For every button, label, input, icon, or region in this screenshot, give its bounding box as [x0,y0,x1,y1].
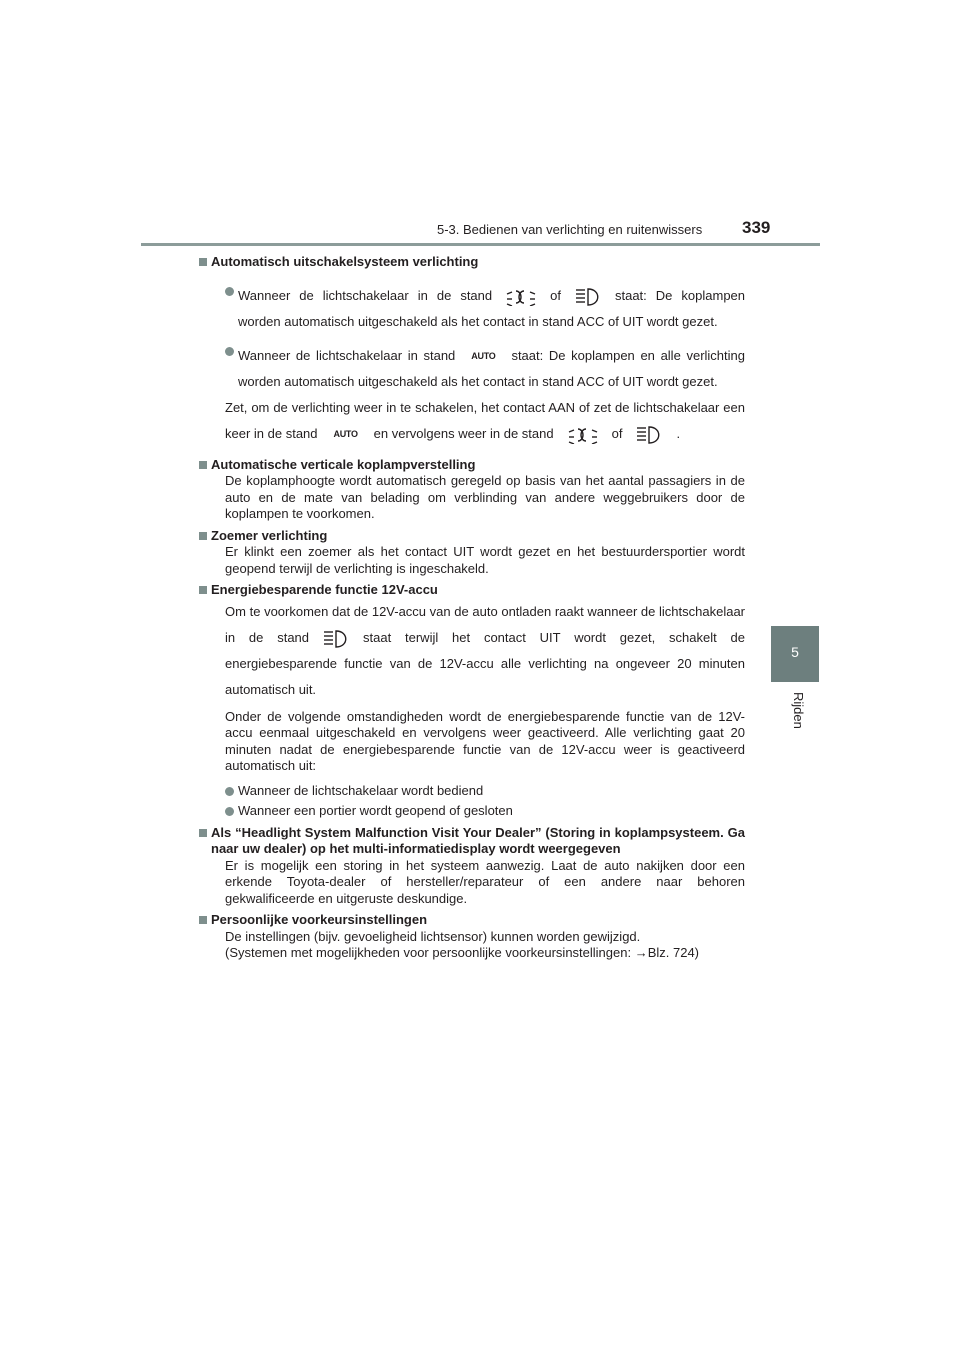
page-number: 339 [742,218,771,237]
paragraph: Er klinkt een zoemer als het contact UIT wordt gezet en het bestuurdersportier wordt geopend terwijl de verlichting is ingeschakeld. [225,544,745,576]
list-item: Wanneer de lichtschakelaar in de stand of staat: De koplampen worden automatisch uitgeschakeld als het contact in stand ACC of UIT wordt gezet. [211,283,745,335]
tail-light-switch-icon [506,288,536,306]
list-item: Wanneer een portier wordt geopend of gesloten [211,803,745,820]
chapter-number: 5 [791,644,799,660]
section-heading: Automatische verticale koplampverstelling [211,457,745,474]
tail-light-switch-icon [568,426,598,444]
list-item: Wanneer de lichtschakelaar in stand AUTO staat: De koplampen en alle verlichting worden automatisch uitgeschakeld als het contact in stand ACC of UIT wordt gezet. [211,343,745,395]
list-item: Wanneer de lichtschakelaar wordt bediend [211,783,745,800]
section-heading: Automatisch uitschakelsysteem verlichting [211,254,745,271]
round-bullet-icon [225,287,234,296]
chapter-tab [771,626,819,682]
paragraph: Zet, om de verlichting weer in te schakelen, het contact AAN of zet de lichtschakelaar een keer in de stand AUTO en vervolgens weer in de stand of . [211,395,745,447]
paragraph: Onder de volgende omstandigheden wordt de energiebesparende functie van de 12V-accu eenmaal uitgeschakeld en vervolgens weer geactiveerd. Alle verlichting gaat 20 minuten nadat de energiebesparende functie van de 12V-accu weer is geactiveerd automatisch uit: [225,708,745,773]
section-heading: Energiebesparende functie 12V-accu [211,582,745,599]
paragraph: De koplamphoogte wordt automatisch geregeld op basis van het aantal passagiers in de auto en de mate van belading om verblinding van andere weggebruikers door de koplampen te voorkomen. [225,473,745,521]
header-divider [141,243,820,246]
section-heading: Zoemer verlichting [211,528,745,545]
paragraph: Er is mogelijk een storing in het systeem aanwezig. Laat de auto nakijken door een erkende Toyota-dealer of hersteller/reparateur of een andere naar behoren gekwalificeerde en uitgeruste deskundige. [225,857,745,906]
square-bullet-icon [199,916,207,924]
headlight-switch-icon [323,630,349,648]
square-bullet-icon [199,829,207,837]
auto-switch-icon: AUTO [333,428,358,439]
auto-switch-icon: AUTO [471,350,496,361]
round-bullet-icon [225,347,234,356]
paragraph: Om te voorkomen dat de 12V-accu van de auto ontladen raakt wanneer de lichtschakelaar in de stand staat terwijl het contact UIT wordt gezet, schakelt de energiebesparende functie van de 12V-accu alle verlichting na ongeveer 20 minuten automatisch uit. [225,603,745,697]
square-bullet-icon [199,461,207,469]
section-heading: Persoonlijke voorkeursinstellingen [211,912,745,929]
square-bullet-icon [199,532,207,540]
paragraph: (Systemen met mogelijkheden voor persoonlijke voorkeursinstellingen: →Blz. 724) [225,945,700,960]
section-title: 5-3. Bedienen van verlichting en ruitenwissers [437,222,703,237]
headlight-switch-icon [636,426,662,444]
paragraph: De instellingen (bijv. gevoeligheid lichtsensor) kunnen worden gewijzigd. [225,928,641,944]
headlight-switch-icon [575,288,601,306]
round-bullet-icon [225,807,234,816]
chapter-label: Rijden [791,692,806,729]
round-bullet-icon [225,787,234,796]
square-bullet-icon [199,258,207,266]
square-bullet-icon [199,586,207,594]
section-heading: Als “Headlight System Malfunction Visit Your Dealer” (Storing in koplampsysteem. Ga naar uw dealer) op het multi-informatiedisplay wordt weergegeven [211,825,745,858]
page-content [211,254,745,962]
